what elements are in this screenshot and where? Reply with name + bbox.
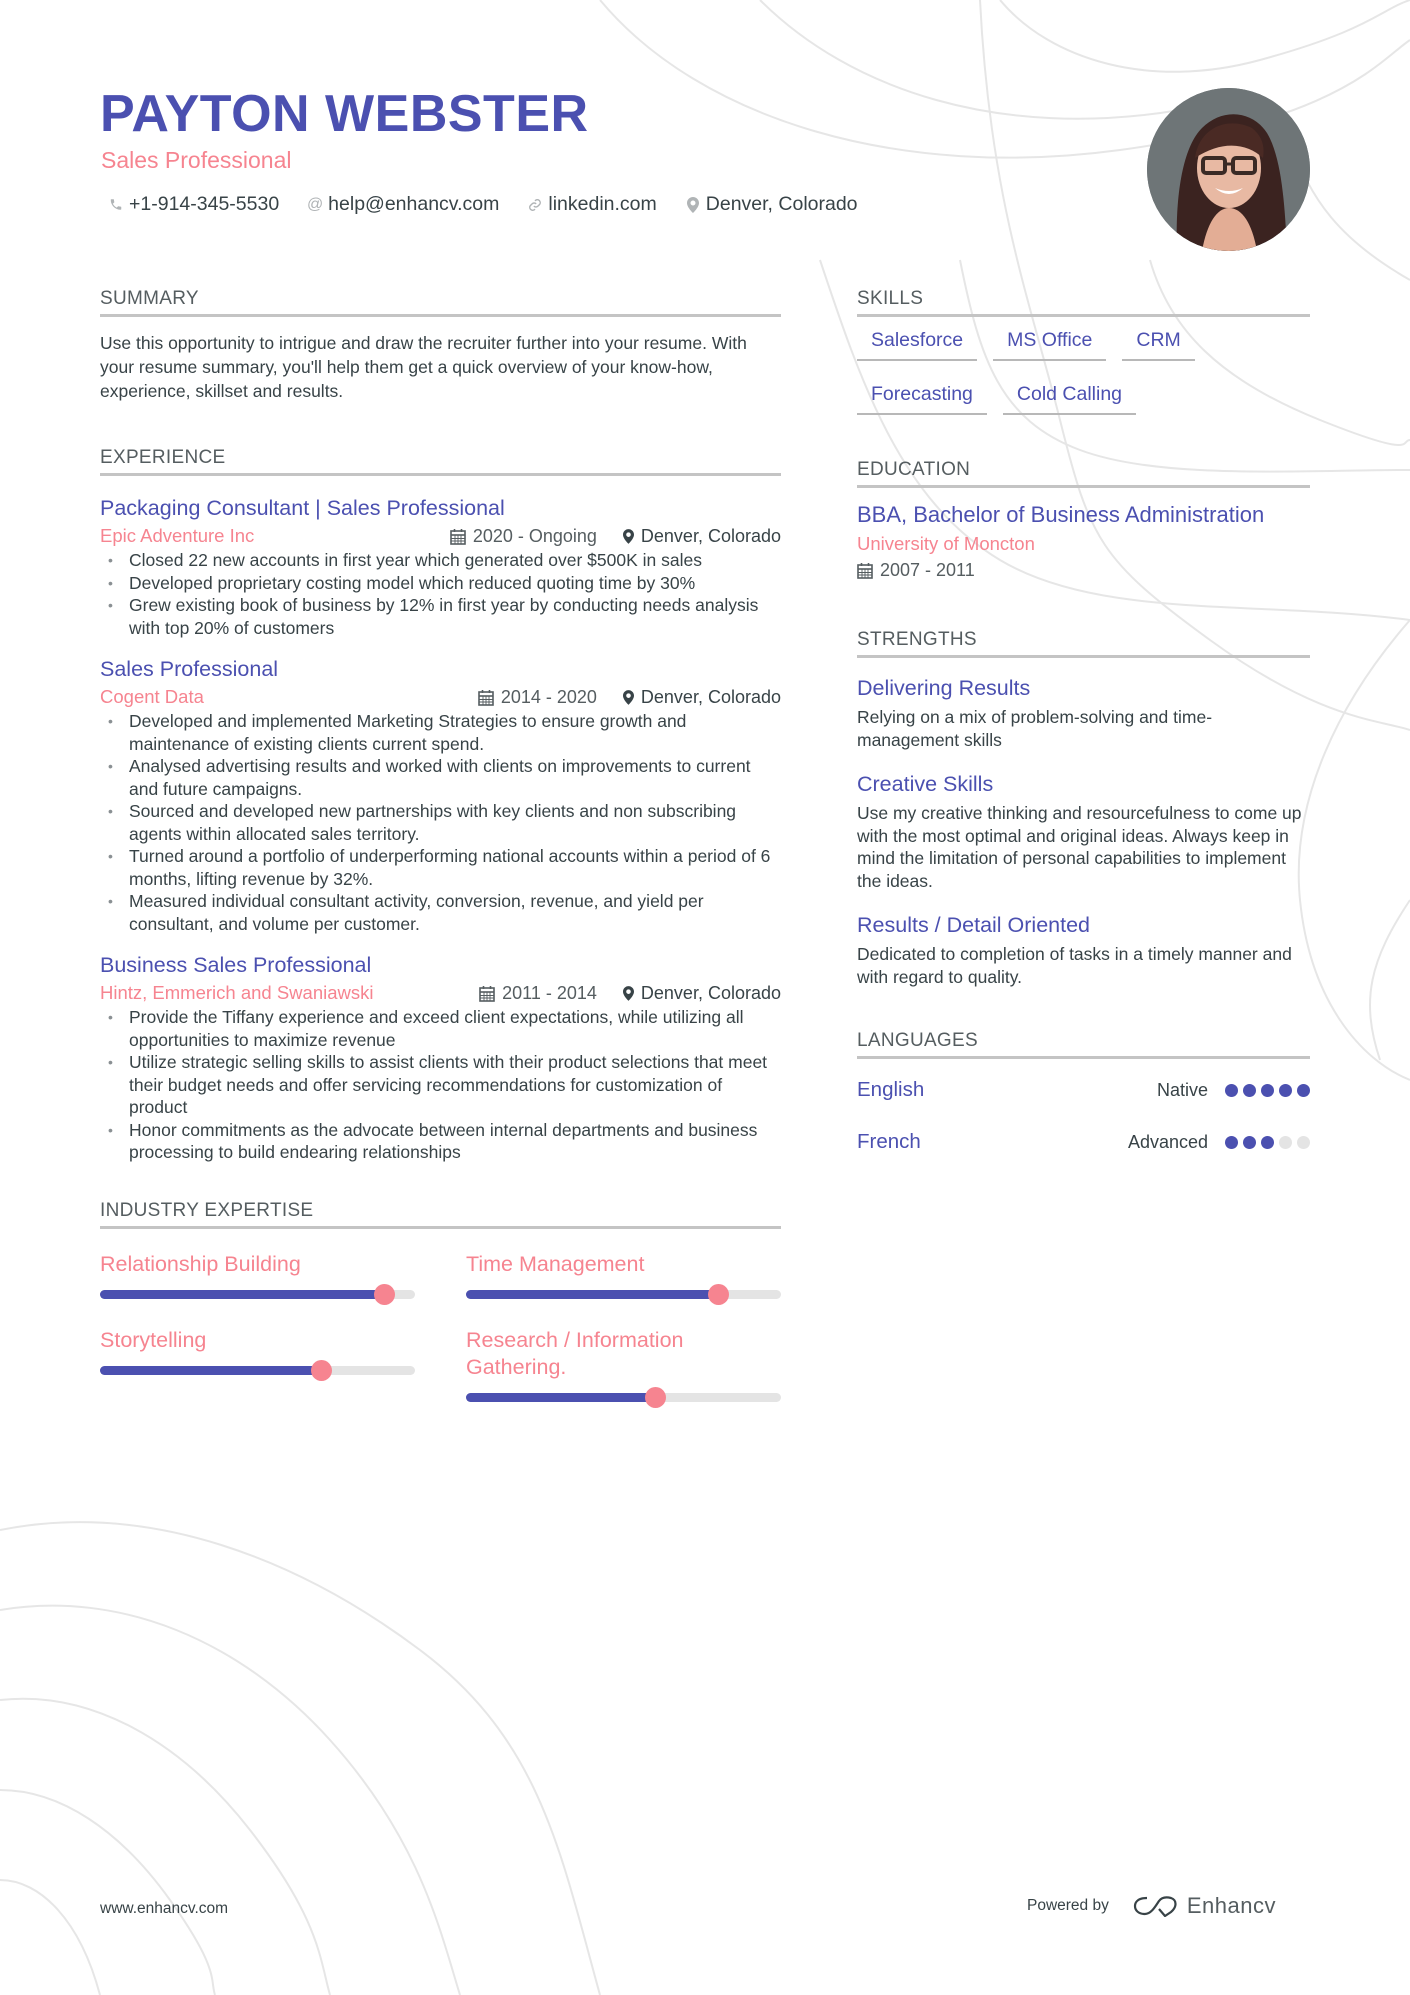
expertise-item [466,1251,781,1299]
calendar-icon [478,689,494,706]
strength-item [857,772,1310,892]
job-bullet: • Turned around a portfolio of underperforming national accounts within a period of 6 months, lifting revenue by 32%. [100,845,781,890]
job-location: Denver, Colorado [640,686,781,707]
location-icon [685,196,701,214]
rating-dot-filled-icon [1243,1136,1256,1149]
job-bullet: • Developed proprietary costing model which reduced quoting time by 30% [100,572,781,595]
section-title-summary: SUMMARY [100,288,781,317]
experience-item [100,496,781,639]
contact-bar [108,193,858,216]
job-bullet: • Provide the Tiffany experience and exceed client expectations, while utilizing all opportunities to maximize revenue [100,1006,781,1051]
rating-dot-empty-icon [1297,1136,1310,1149]
contact-email[interactable] [307,193,499,216]
skills-list [857,325,1310,415]
expertise-knob [374,1284,395,1305]
right-column [857,288,1310,1179]
language-name: French [857,1130,921,1153]
expertise-knob [708,1284,729,1305]
summary-section [100,288,781,403]
expertise-item [466,1327,781,1402]
experience-item [100,953,781,1164]
rating-dot-filled-icon [1261,1136,1274,1149]
job-bullets [100,1006,781,1164]
job-bullet: • Honor commitments as the advocate between internal departments and business processing to build endearing relationships [100,1119,781,1164]
powered-by-label: Powered by [1027,1897,1109,1914]
enhancv-logo[interactable] [1133,1893,1276,1919]
linkedin-text: linkedin.com [548,193,657,215]
location-text: Denver, Colorado [705,193,858,215]
link-icon [527,196,543,214]
footer-branding [1027,1893,1276,1919]
job-bullet: • Grew existing book of business by 12% in first year by conducting needs analysis with top 20% of customers [100,594,781,639]
skill-tag: Salesforce [857,325,977,361]
job-title: Packaging Consultant | Sales Professional [100,496,505,520]
location-icon [623,986,634,1001]
expertise-bar [100,1366,415,1375]
expertise-label: Research / Information Gathering. [466,1327,684,1379]
section-title-strengths: STRENGTHS [857,629,1310,658]
expertise-bar [100,1290,415,1299]
industry-expertise-section [100,1200,781,1402]
job-bullet: • Analysed advertising results and worked with clients on improvements to current and future campaigns. [100,755,781,800]
education-section [857,459,1310,581]
skills-section [857,288,1310,415]
job-dates: 2014 - 2020 [500,686,597,707]
phone-icon [108,196,124,214]
strength-description: Dedicated to completion of tasks in a timely manner and with regard to quality. [857,944,1292,987]
school: University of Moncton [857,533,1035,554]
company-name: Hintz, Emmerich and Swaniawski [100,982,374,1003]
candidate-role: Sales Professional [101,147,292,173]
job-bullet: • Measured individual consultant activity, conversion, revenue, and yield per consultant, and volume per customer. [100,890,781,935]
job-bullet: • Utilize strategic selling skills to assist clients with their product selections that meet their budget needs and offer servicing recommendations for customization of product [100,1051,781,1119]
strength-description: Relying on a mix of problem-solving and time-management skills [857,707,1213,750]
languages-section [857,1030,1310,1157]
expertise-label: Time Management [466,1251,645,1276]
rating-dot-filled-icon [1243,1084,1256,1097]
job-title: Sales Professional [100,657,279,681]
experience-item [100,657,781,935]
expertise-item [100,1327,415,1402]
expertise-item [100,1251,415,1299]
email-text: help@enhancv.com [328,193,500,215]
job-title: Business Sales Professional [100,953,372,977]
calendar-icon [857,562,873,579]
language-rating [1225,1084,1310,1097]
skill-tag: CRM [1122,325,1194,361]
strength-description: Use my creative thinking and resourcefulness to come up with the most optimal and original ideas. Always keep in mind the limitation of personal capabilities to implement the ideas. [857,803,1302,891]
avatar-portrait-icon [1147,88,1310,251]
job-location: Denver, Colorado [640,982,781,1003]
contact-location [685,193,858,216]
skill-tag: Cold Calling [1003,379,1136,415]
rating-dot-filled-icon [1225,1136,1238,1149]
location-icon [623,529,634,544]
section-title-education: EDUCATION [857,459,1310,488]
calendar-icon [479,985,495,1002]
expertise-label: Storytelling [100,1327,207,1352]
rating-dot-filled-icon [1279,1084,1292,1097]
education-dates: 2007 - 2011 [880,560,975,580]
language-level: Advanced [1127,1131,1208,1152]
section-title-industry-expertise: INDUSTRY EXPERTISE [100,1200,781,1229]
job-location: Denver, Colorado [640,525,781,546]
job-bullets [100,710,781,935]
left-column [100,288,781,1402]
job-bullet: • Sourced and developed new partnerships with key clients and non subscribing agents within allocated sales territory. [100,800,781,845]
candidate-name: PAYTON WEBSTER [100,85,589,143]
job-bullet: • Closed 22 new accounts in first year which generated over $500K in sales [100,549,781,572]
rating-dot-filled-icon [1297,1084,1310,1097]
education-item [857,502,1310,581]
company-name: Cogent Data [100,686,204,707]
summary-text: Use this opportunity to intrigue and draw the recruiter further into your resume. With your resume summary, you'll help them get a quick overview of your know-how, experience, skillset and results. [100,333,747,401]
strength-title: Results / Detail Oriented [857,913,1091,937]
contact-linkedin[interactable] [527,193,656,216]
degree: BBA, Bachelor of Business Administration [857,502,1265,527]
company-name: Epic Adventure Inc [100,525,255,546]
section-title-skills: SKILLS [857,288,1310,317]
section-title-languages: LANGUAGES [857,1030,1310,1059]
language-level: Native [1156,1079,1208,1100]
strengths-section [857,629,1310,988]
brand-name: Enhancv [1186,1893,1276,1918]
phone-text: +1-914-345-5530 [129,193,280,215]
language-name: English [857,1078,925,1101]
experience-section [100,447,781,1164]
enhancv-logo-icon [1133,1895,1179,1917]
job-bullet: • Developed and implemented Marketing Strategies to ensure growth and maintenance of existing clients current spend. [100,710,781,755]
location-icon [623,690,634,705]
strength-item [857,676,1310,751]
expertise-bar [466,1393,781,1402]
skill-tag: MS Office [993,325,1106,361]
language-item [857,1127,1310,1157]
calendar-icon [450,528,466,545]
avatar [1147,88,1310,251]
language-rating [1225,1136,1310,1149]
at-icon: @ [307,195,324,213]
skill-tag: Forecasting [857,379,987,415]
expertise-label: Relationship Building [100,1251,301,1276]
job-dates: 2011 - 2014 [502,982,597,1003]
rating-dot-filled-icon [1225,1084,1238,1097]
language-item [857,1075,1310,1105]
rating-dot-filled-icon [1261,1084,1274,1097]
expertise-bar [466,1290,781,1299]
strength-item [857,913,1310,988]
job-bullets [100,549,781,639]
strength-title: Creative Skills [857,772,994,796]
section-title-experience: EXPERIENCE [100,447,781,476]
strength-title: Delivering Results [857,676,1031,700]
expertise-knob [311,1360,332,1381]
job-dates: 2020 - Ongoing [472,525,597,546]
footer-website-link[interactable]: www.enhancv.com [100,1900,229,1917]
expertise-knob [645,1387,666,1408]
rating-dot-empty-icon [1279,1136,1292,1149]
contact-phone[interactable] [108,193,279,216]
